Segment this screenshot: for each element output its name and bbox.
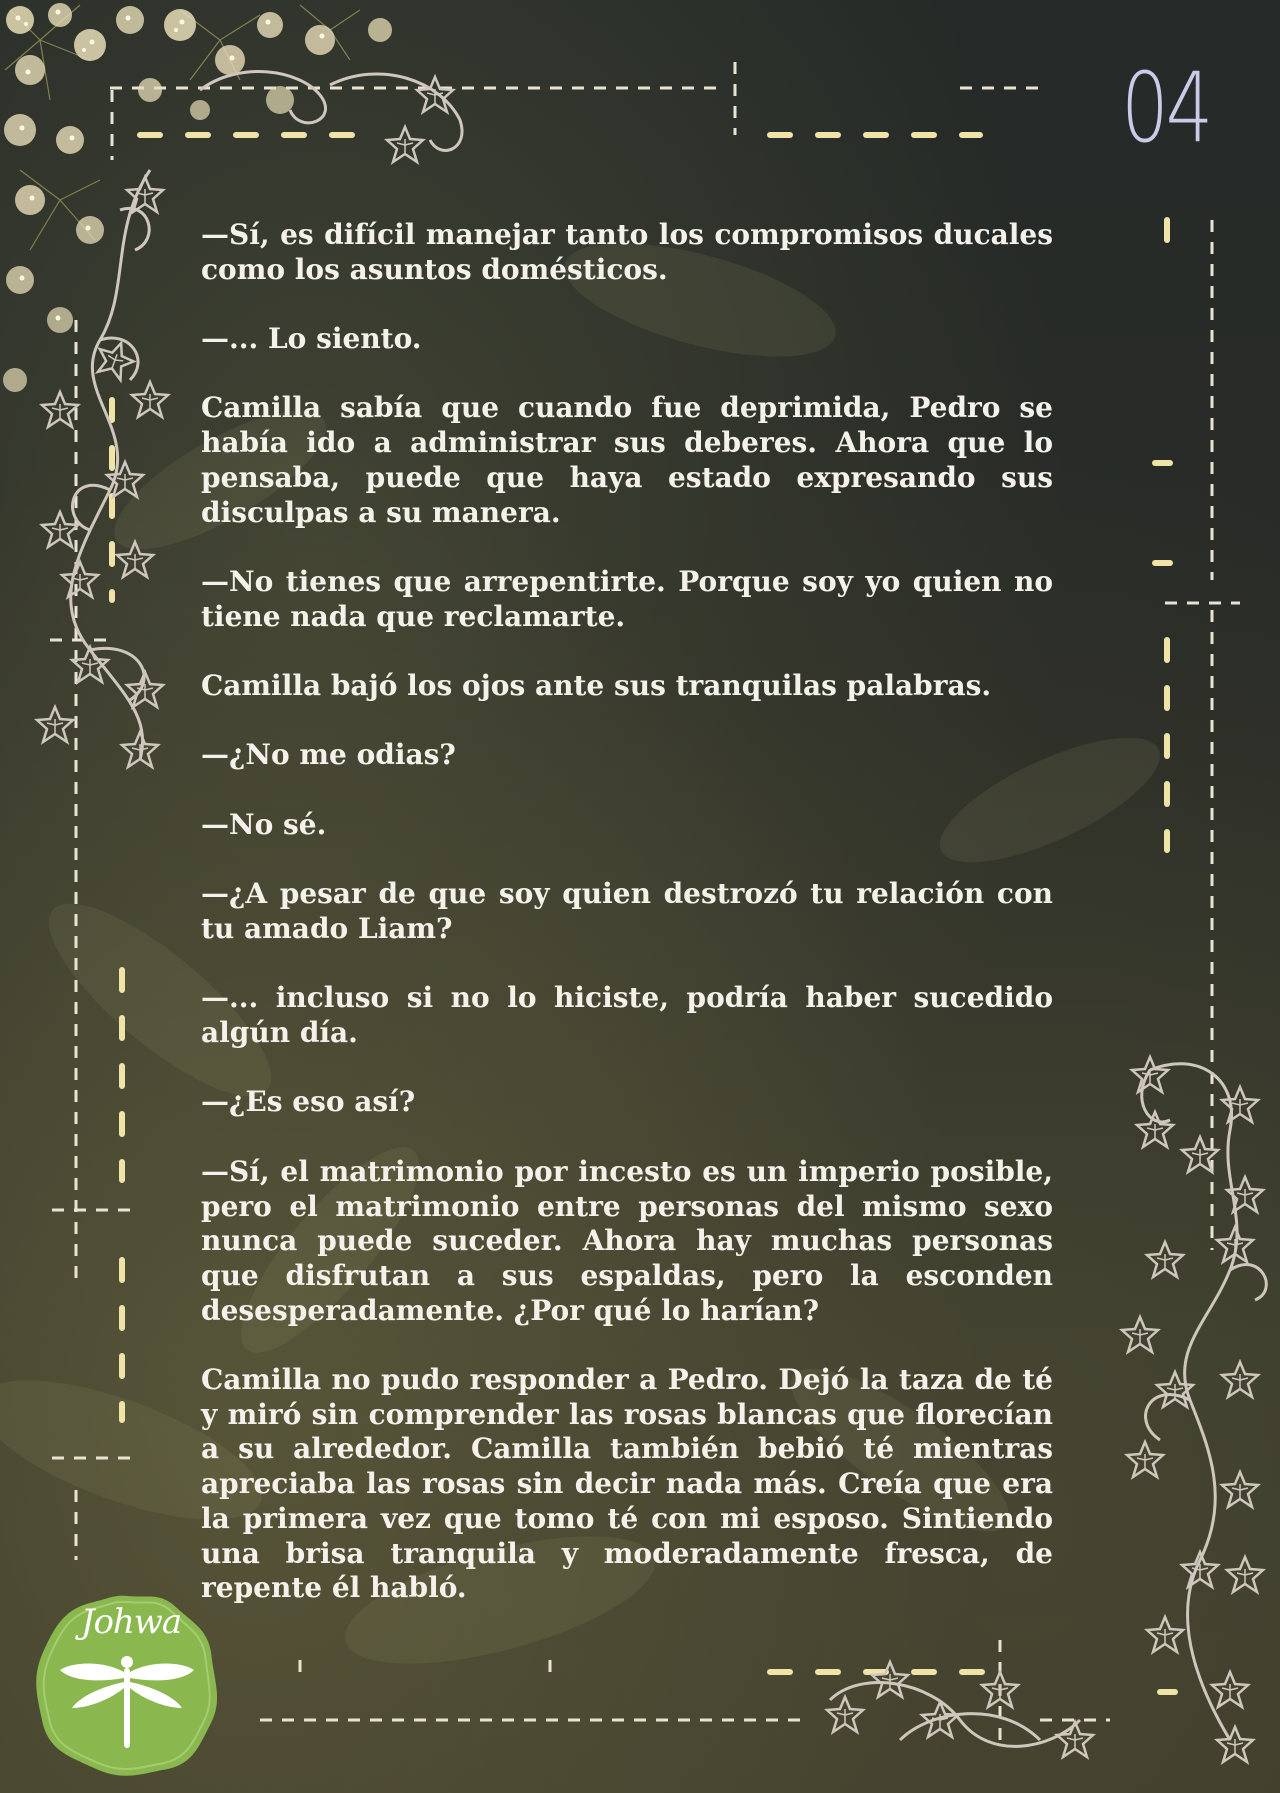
page-number: 04 xyxy=(1120,52,1210,164)
johwa-logo xyxy=(32,1590,222,1780)
paragraph: —Sí, es difícil manejar tanto los compromisos ducales como los asuntos domésticos. xyxy=(201,218,1053,286)
paragraph: —No tienes que arrepentirte. Porque soy yo quien no tiene nada que reclamarte. xyxy=(201,564,1053,633)
paragraph: —¿No me odias? xyxy=(201,738,456,772)
paragraph: Camilla sabía que cuando fue deprimida, Pedro se había ido a administrar sus deberes. Ahora que lo pensaba, puede que haya estado expresando sus disculpas a su manera. xyxy=(201,391,1053,529)
paragraph: —¿A pesar de que soy quien destrozó tu relación con tu amado Liam? xyxy=(201,877,1053,945)
paragraph: —... Lo siento. xyxy=(201,322,422,356)
paragraph: Camilla no pudo responder a Pedro. Dejó la taza de té y miró sin comprender las rosas blancas que florecían a su alrededor. Camilla también bebió té mientras apreciaba las rosas sin decir nada más. Creía que era la primera vez que tomo té con mi esposo. Sintiendo una brisa tranquila y moderadamente fresca, de repente él habló. xyxy=(201,1363,1053,1605)
paragraph: —No sé. xyxy=(201,807,327,841)
paragraph: —... incluso si no lo hiciste, podría haber sucedido algún día. xyxy=(201,981,1053,1050)
story-text xyxy=(201,218,1053,1641)
paragraph: —¿Es eso así? xyxy=(201,1085,416,1119)
logo-text: Johwa xyxy=(80,1602,182,1642)
paragraph: —Sí, el matrimonio por incesto es un imperio posible, pero el matrimonio entre personas del mismo sexo nunca puede suceder. Ahora hay muchas personas que disfrutan a sus espaldas, pero la esconden desesperadamente. ¿Por qué lo harían? xyxy=(201,1154,1053,1327)
paragraph: Camilla bajó los ojos ante sus tranquilas palabras. xyxy=(201,669,992,703)
